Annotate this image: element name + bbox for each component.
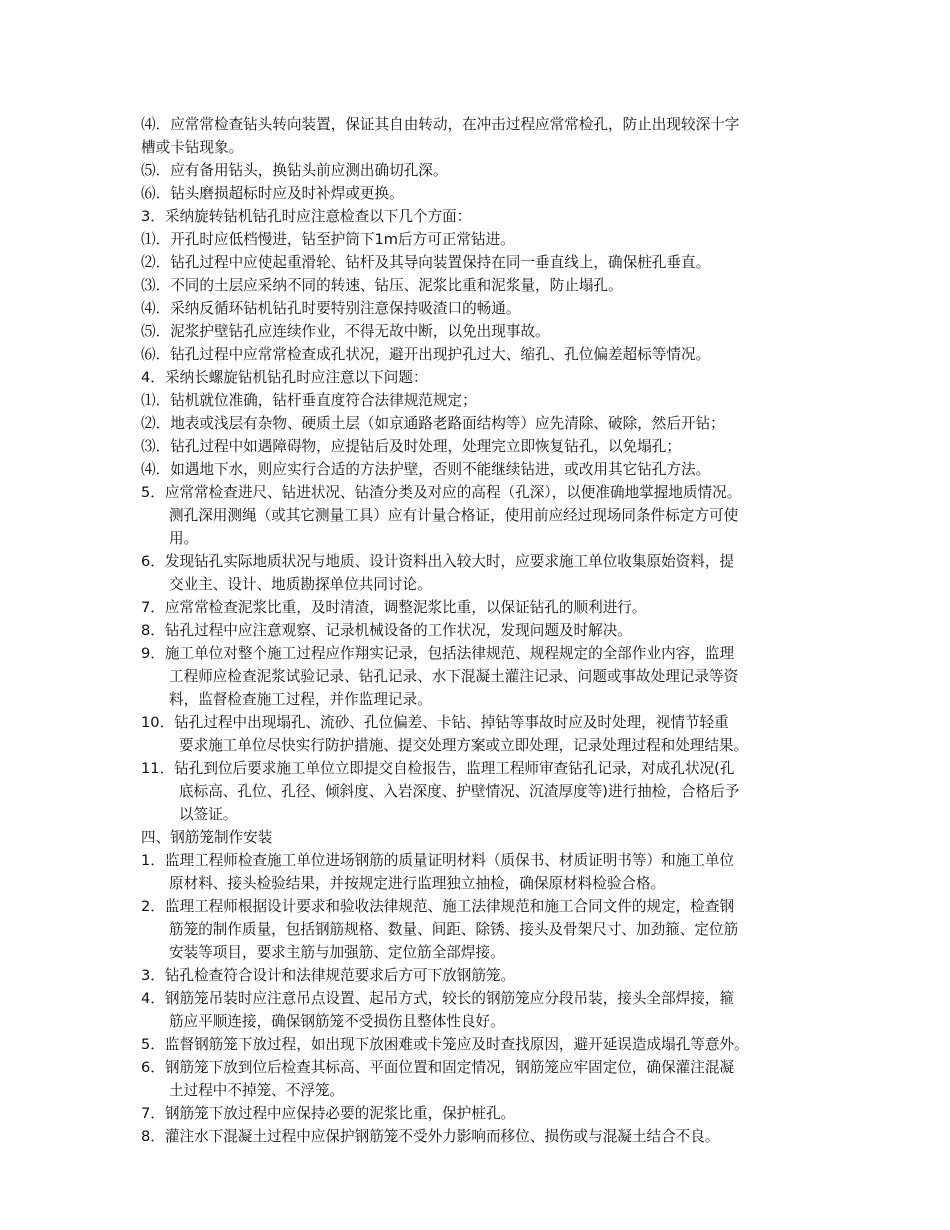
text-line: ⑵．地表或浅层有杂物、硬质土层（如京通路老路面结构等）应先清除、破除，然后开钻； <box>141 415 725 432</box>
text-line: ⑵．钻孔过程中应使起重滑轮、钻杆及其导向装置保持在同一垂直线上，确保桩孔垂直。 <box>141 254 711 271</box>
section-item-4: 4．采纳长螺旋钻机钻孔时应注意以下问题： <box>141 369 428 386</box>
text-line: ⑹．钻头磨损超标时应及时补焊或更换。 <box>141 185 404 202</box>
section-item-7: 7．钢筋笼下放过程中应保持必要的泥浆比重，保护桩孔。 <box>141 1105 516 1122</box>
text-line: ⑶．钻孔过程中如遇障碍物，应提钻后及时处理，处理完立即恢复钻孔，以免塌孔； <box>141 438 681 455</box>
text-line-continued: 要求施工单位尽快实行防护措施、提交处理方案或立即处理，记录处理过程和处理结果。 <box>179 737 749 754</box>
text-line: ⑸．应有备用钻头，换钻头前应测出确切孔深。 <box>141 162 448 179</box>
text-line: ⑹．钻孔过程中应常常检查成孔状况，避开出现护孔过大、缩孔、孔位偏差超标等情况。 <box>141 346 711 363</box>
text-line: ⑷．采纳反循环钻机钻孔时要特别注意保持吸渣口的畅通。 <box>141 300 521 317</box>
text-line-continued: 筋笼的制作质量，包括钢筋规格、数量、间距、除锈、接头及骨架尺寸、加劲箍、定位筋 <box>169 921 739 938</box>
section-item-5: 5．应常常检查进尺、钻进状况、钻渣分类及对应的高程（孔深），以便准确地掌握地质情况。 <box>141 484 742 501</box>
text-line-continued: 筋应平顺连接，确保钢筋笼不受损伤且整体性良好。 <box>169 1013 505 1030</box>
section-item-4: 4．钢筋笼吊装时应注意吊点设置、起吊方式，较长的钢筋笼应分段吊装，接头全部焊接，箍 <box>141 990 735 1007</box>
text-line-continued: 底标高、孔位、孔径、倾斜度、入岩深度、护壁情况、沉渣厚度等)进行抽检，合格后予 <box>179 783 740 800</box>
section-item-5: 5．监督钢筋笼下放过程，如出现下放困难或卡笼应及时查找原因，避开延误造成塌孔等意外。 <box>141 1036 749 1053</box>
text-line-continued: 料，监督检查施工过程，并作监理记录。 <box>169 691 432 708</box>
text-line: ⑴．钻机就位准确，钻杆垂直度符合法律规范规定； <box>141 392 477 409</box>
text-line-continued: 安装等项目，要求主筋与加强筋、定位筋全部焊接。 <box>169 944 505 961</box>
text-line: 槽或卡钻现象。 <box>141 139 244 156</box>
section-item-8: 8．灌注水下混凝土过程中应保护钢筋笼不受外力影响而移位、损伤或与混凝土结合不良。 <box>141 1128 720 1145</box>
section-item-3: 3．采纳旋转钻机钻孔时应注意检查以下几个方面： <box>141 208 472 225</box>
section-item-7: 7．应常常检查泥浆比重，及时清渣，调整泥浆比重，以保证钻孔的顺利进行。 <box>141 599 647 616</box>
section-item-9: 9．施工单位对整个施工过程应作翔实记录，包括法律规范、规程规定的全部作业内容，监理 <box>141 645 735 662</box>
text-line-continued: 工程师应检查泥浆试验记录、钻孔记录、水下混凝土灌注记录、问题或事故处理记录等资 <box>169 668 739 685</box>
section-heading: 四、钢筋笼制作安装 <box>141 829 273 846</box>
text-line-continued: 原材料、接头检验结果，并按规定进行监理独立抽检，确保原材料检验合格。 <box>169 875 666 892</box>
section-item-6: 6．发现钻孔实际地质状况与地质、设计资料出入较大时，应要求施工单位收集原始资料，提 <box>141 553 735 570</box>
section-item-8: 8．钻孔过程中应注意观察、记录机械设备的工作状况，发现问题及时解决。 <box>141 622 632 639</box>
section-item-3: 3．钻孔检查符合设计和法律规范要求后方可下放钢筋笼。 <box>141 967 516 984</box>
text-line-continued: 以签证。 <box>179 806 238 823</box>
text-line: ⑷．应常常检查钻头转向装置，保证其自由转动，在冲击过程应常常检孔，防止出现较深十字 <box>141 116 740 133</box>
section-item-6: 6．钢筋笼下放到位后检查其标高、平面位置和固定情况，钢筋笼应牢固定位，确保灌注混凝 <box>141 1059 735 1076</box>
text-line: ⑸．泥浆护壁钻孔应连续作业，不得无故中断，以免出现事故。 <box>141 323 550 340</box>
document-body <box>141 113 821 1148</box>
text-line: ⑷．如遇地下水，则应实行合适的方法护壁，否则不能继续钻进，或改用其它钻孔方法。 <box>141 461 711 478</box>
text-line: ⑶．不同的土层应采纳不同的转速、钻压、泥浆比重和泥浆量，防止塌孔。 <box>141 277 623 294</box>
text-line-continued: 土过程中不掉笼、不浮笼。 <box>169 1082 345 1099</box>
section-item-11: 11．钻孔到位后要求施工单位立即提交自检报告，监理工程师审查钻孔记录，对成孔状况(孔 <box>141 760 735 777</box>
section-item-1: 1．监理工程师检查施工单位进场钢筋的质量证明材料（质保书、材质证明书等）和施工单位 <box>141 852 735 869</box>
text-line-continued: 用。 <box>169 530 199 547</box>
section-item-2: 2．监理工程师根据设计要求和验收法律规范、施工法律规范和施工合同文件的规定，检查钢 <box>141 898 735 915</box>
text-line: ⑴．开孔时应低档慢进，钻至护筒下1m后方可正常钻进。 <box>141 231 515 248</box>
section-item-10: 10．钻孔过程中出现塌孔、流砂、孔位偏差、卡钻、掉钻等事故时应及时处理，视情节轻重 <box>141 714 729 731</box>
text-line-continued: 测孔深用测绳（或其它测量工具）应有计量合格证，使用前应经过现场同条件标定方可使 <box>169 507 739 524</box>
text-line-continued: 交业主、设计、地质勘探单位共同讨论。 <box>169 576 432 593</box>
